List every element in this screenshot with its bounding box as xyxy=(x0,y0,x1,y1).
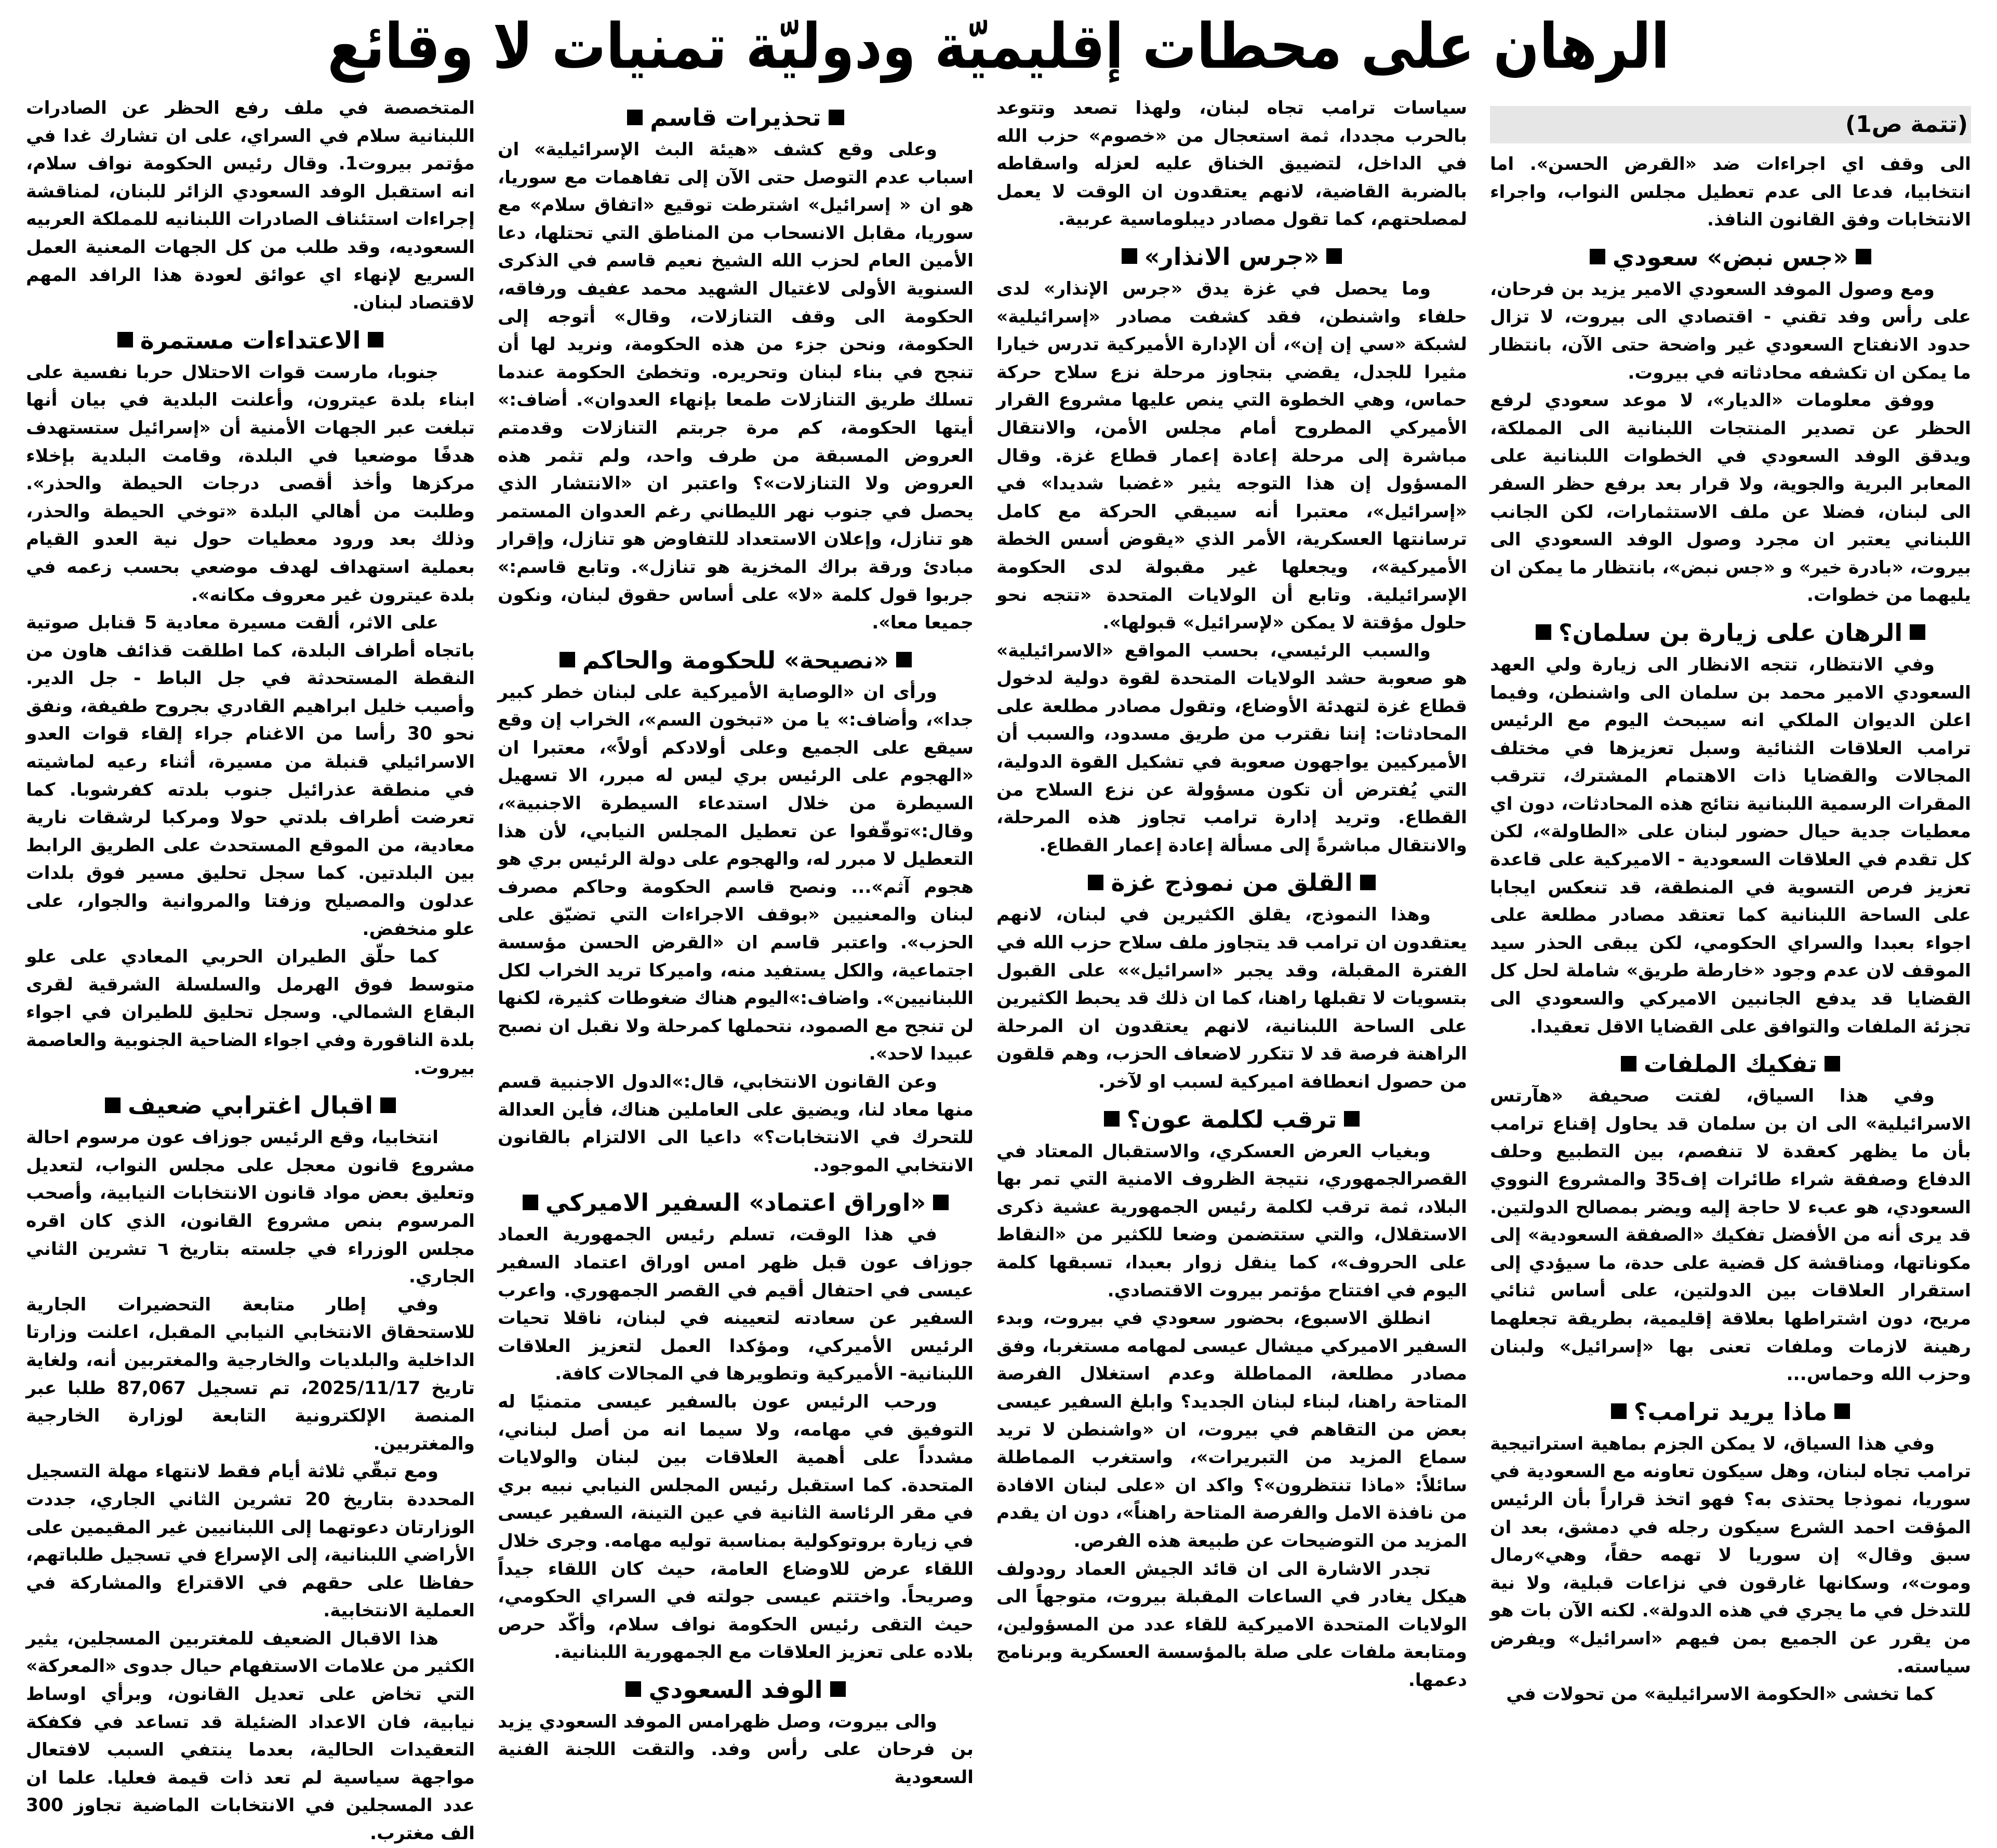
article-paragraph: وفي الانتظار، تتجه الانظار الى زيارة ولي العهد السعودي الامير محمد بن سلمان الى واشنطن، وفيما اعلن الديوان الملكي انه سيبحث اليوم مع الرئيس ترامب العلاقات الثنائية وسبل تعزيزها في مختلف المجالات والقضايا ذات الاهتمام المشترك، تترقب المقرات الرسمية اللبنانية نتائج هذه المحادثات، دون اي معطيات جدية حيال حضور لبنان على «الطاولة»، لكن كل تقدم في العلاقات السعودية - الاميركية على قاعدة تعزيز فرص التسوية في المنطقة، قد تنعكس ايجابا على الساحة اللبنانية كما تعتقد مصادر مطلعة على اجواء بعبدا والسراي الحكومي، لكن يبقى الحذر سيد الموقف لان عدم وجود «خارطة طريق» شاملة لحل كل القضايا قد يدفع الجانبين الاميركي والسعودي الى تجزئة الملفات والتوافق على القضايا الاقل تعقيدا. xyxy=(1490,654,1971,1037)
black-square-bullet-icon xyxy=(1326,248,1342,264)
section-subheading xyxy=(498,1674,974,1705)
article-headline xyxy=(0,0,1997,92)
subheading-text: تحذيرات قاسم xyxy=(650,103,821,131)
subheading-text: «اوراق اعتماد» السفير الاميركي xyxy=(545,1188,926,1217)
article-paragraph: وما يحصل في غزة يدق «جرس الإنذار» لدى حلفاء واشنطن، فقد كشفت مصادر «إسرائيلية» لشبكة «سي إن إن»، أن الإدارة الأميركية تدرس خيارا مثيرا للجدل، يقضي بتجاوز مرحلة نزع سلاح حركة حماس، وهي الخطوة التي ينص عليها مشروع القرار الأميركي المطروح أمام مجلس الأمن، والانتقال مباشرة إلى مرحلة إعادة إعمار قطاع غزة. وقال المسؤول إن هذا التوجه يثير «غضبا شديدا» في «إسرائيل»، معتبرا أنه سيبقي الحركة مع كامل ترسانتها العسكرية، الأمر الذي «يقوض أسس الخطة الأميركية»، ويجعلها غير مقبولة لدى الحكومة الإسرائيلية. وتابع أن الولايات المتحدة «تتجه نحو حلول مؤقتة لا يمكن «لإسرائيل» قبولها». xyxy=(996,278,1467,634)
black-square-bullet-icon xyxy=(1910,624,1925,640)
black-square-bullet-icon xyxy=(933,1195,949,1210)
article-paragraph: وفي هذا السياق، لا يمكن الجزم بماهية استراتيجية ترامب تجاه لبنان، وهل سيكون تعاونه مع السعودية في سوريا، نموذجا يحتذى به؟ فهو اتخذ قراراً بأن الرئيس المؤقت احمد الشرع سيكون رجله في دمشق، بعد ان سبق وقال» إن سوريا لا تهمه حقاً، وهي»رمال وموت»، وسكانها غارقون في نزاعات قبلية، ولا نية للتدخل في ما يجري في هذه الدولة». لكنه الآن بات هو من يقرر عن الجميع بمن فيهم «اسرائيل» ويفرض سياسته. xyxy=(1490,1433,1971,1677)
section-subheading xyxy=(996,867,1467,898)
subheading-text: الاعتداءات مستمرة xyxy=(140,326,361,354)
article-paragraph: وهذا النموذج، يقلق الكثيرين في لبنان، لانهم يعتقدون ان ترامب قد يتجاوز ملف سلاح حزب الله في الفترة المقبلة، وقد يجبر «اسرائيل»» على القبول بتسويات لا تقبلها راهنا، كما ان ذلك قد يحبط الكثيرين على الساحة اللبنانية، لانهم يعتقدون ان المرحلة الراهنة فرصة قد لا تتكرر لاضعاف الحزب، وهم قلقون من حصول انعطافة اميركية لسبب او لآخر. xyxy=(996,904,1467,1092)
article-paragraph: الى وقف اي اجراءات ضد «القرض الحسن». اما انتخابيا، فدعا الى عدم تعطيل مجلس النواب، واجراء الانتخابات وفق القانون النافذ. xyxy=(1490,154,1971,231)
article-paragraph: تجدر الاشارة الى ان قائد الجيش العماد رودولف هيكل يغادر في الساعات المقبلة بيروت، متوجهاً الى الولايات المتحدة الاميركية للقاء عدد من المسؤولين، ومتابعة ملفات على صلة بالمؤسسة العسكرية وبرنامج دعمها. xyxy=(996,1558,1467,1691)
black-square-bullet-icon xyxy=(1590,249,1605,264)
article-paragraph: ومع وصول الموفد السعودي الامير يزيد بن فرحان، على رأس وفد تقني - اقتصادي الى بيروت، لا تزال حدود الانفتاح السعودي غير واضحة حتى الآن، بانتظار ما يمكن ان تكشفه محادثاته في بيروت. xyxy=(1490,278,1971,383)
black-square-bullet-icon xyxy=(1611,1403,1627,1419)
black-square-bullet-icon xyxy=(1122,248,1137,264)
section-subheading xyxy=(1490,1396,1971,1427)
subheading-text: ماذا يريد ترامب؟ xyxy=(1633,1397,1828,1426)
subheading-text: تفكيك الملفات xyxy=(1643,1050,1818,1078)
subheading-text: اقبال اغترابي ضعيف xyxy=(127,1091,374,1120)
article-columns xyxy=(15,95,1982,1844)
subheading-text: «نصيحة» للحكومة والحاكم xyxy=(582,646,889,674)
black-square-bullet-icon xyxy=(1834,1403,1850,1419)
article-paragraph: كما حلّق الطيران الحربي المعادي على علو متوسط فوق الهرمل والسلسلة الشرقية لقرى البقاع الشمالي. وسجل تحليق للطيران في اجواء بلدة الناقورة وفي اجواء الضاحية الجنوبية والعاصمة بيروت. xyxy=(26,946,475,1079)
column-4 xyxy=(15,95,486,1844)
black-square-bullet-icon xyxy=(1536,624,1551,640)
black-square-bullet-icon xyxy=(1856,249,1871,264)
section-subheading xyxy=(498,1187,974,1218)
article-paragraph: جنوبا، مارست قوات الاحتلال حربا نفسية على ابناء بلدة عيترون، وأعلنت البلدية في بيان أنها تبلغت عبر الجهات الأمنية أن «إسرائيل ستستهدف هدفًا موضعيا في البلدة، وقامت البلدية بإخلاء مركزها وأخذ أقصى درجات الحيطة والحذر». وطلبت من أهالي البلدة «توخي الحيطة والحذر، وذلك بعد ورود معطيات حول نية العدو القيام بعملية استهداف لهدف موضعي بحسب زعمه في بلدة عيترون غير معروف مكانه». xyxy=(26,361,475,606)
black-square-bullet-icon xyxy=(1621,1056,1636,1072)
section-subheading xyxy=(996,241,1467,272)
column-3 xyxy=(486,95,985,1788)
black-square-bullet-icon xyxy=(627,110,643,125)
section-subheading xyxy=(26,325,475,356)
article-paragraph: سياسات ترامب تجاه لبنان، ولهذا تصعد وتتوعد بالحرب مجددا، ثمة استعجال من «خصوم» حزب الله في الداخل، لتضييق الخناق عليه لعزله واسقاطه بالضربة القاضية، لانهم يعتقدون ان الوقت لا يعمل لمصلحتهم، كما تقول مصادر ديبلوماسية عربية. xyxy=(996,98,1467,230)
article-paragraph: ومع تبقّي ثلاثة أيام فقط لانتهاء مهلة التسجيل المحددة بتاريخ 20 تشرين الثاني الجاري، جددت الوزارتان دعوتهما إلى اللبنانيين غير المقيمين على الأراضي اللبنانية، إلى الإسراع في تسجيل طلباتهم، حفاظا على حقهم في الاقتراع والمشاركة في العملية الانتخابية. xyxy=(26,1461,475,1622)
black-square-bullet-icon xyxy=(105,1097,121,1113)
black-square-bullet-icon xyxy=(117,332,133,347)
article-paragraph: كما تخشى «الحكومة الاسرائيلية» من تحولات في xyxy=(1506,1684,1935,1705)
article-paragraph: وعلى وقع كشف «هيئة البث الإسرائيلية» ان اسباب عدم التوصل حتى الآن إلى تفاهمات مع سوريا، هو ان « إسرائيل» اشترطت توقيع «اتفاق سلام» مع سوريا، مقابل الانسحاب من المناطق التي تحتلها، دعا الأمين العام لحزب الله الشيخ نعيم قاسم في الذكرى السنوية الأولى لاغتيال الشهيد محمد عفيف ورفاقه، الحكومة الى وقف التنازلات، وقال» أتوجه إلى الحكومة، ونحن جزء من هذه الحكومة، ونريد لها أن تنجح في بناء لبنان وتحريره. وتخطئ الحكومة عندما تسلك طريق التنازلات طمعا بإنهاء العدوان». أضاف:» أيتها الحكومة، كم مرة جربتم التنازلات وقدمتم العروض المسبقة من طرف واحد، ولم تثمر هذه العروض ولا التنازلات»؟ واعتبر ان «الانتشار الذي يحصل في جنوب نهر الليطاني رغم العدوان المستمر هو تنازل، وإعلان الاستعداد للتفاوض هو تنازل، وإقرار مبادئ ورقة براك المخزية هو تنازل». وتابع قاسم:» جربوا قول كلمة «لا» على أساس حقوق لبنان، ونكون جميعا معا». xyxy=(498,139,974,634)
section-subheading xyxy=(498,102,974,133)
section-subheading xyxy=(498,645,974,676)
continued-from-label: (تتمة ص1) xyxy=(1490,106,1971,143)
article-paragraph: ورحب الرئيس عون بالسفير عيسى متمنيًا له التوفيق في مهامه، ولا سيما انه من أصل لبناني، مشدداً على أهمية العلاقات بين لبنان والولايات المتحدة. كما استقبل رئيس المجلس النيابي نبيه بري في مقر الرئاسة الثانية في عين التينة، السفير عيسى في زيارة بروتوكولية بمناسبة توليه مهامه. وجرى خلال اللقاء عرض للاوضاع العامة، حيث كان اللقاء جيداً وصريحاً. واختتم عيسى جولته في السراي الحكومي، حيث التقى رئيس الحكومة نواف سلام، وأكّد حرص بلاده على تعزيز العلاقات مع الجمهورية اللبنانية. xyxy=(498,1391,974,1663)
article-paragraph: في هذا الوقت، تسلم رئيس الجمهورية العماد جوزاف عون قبل ظهر امس اوراق اعتماد السفير عيسى في احتفال أقيم في القصر الجمهوري. واعرب السفير عن سعادته لتعيينه في لبنان، ناقلا تحيات الرئيس الأميركي، ومؤكدا العمل لتعزيز العلاقات اللبنانية- الأميركية وتطويرها في المجالات كافة. xyxy=(498,1224,974,1385)
black-square-bullet-icon xyxy=(1344,1111,1360,1127)
article-paragraph: والى بيروت، وصل ظهرامس الموفد السعودي يزيد بن فرحان على رأس وفد. والتقت اللجنة الفنية السعودية xyxy=(498,1711,974,1788)
article-paragraph: انتخابيا، وقع الرئيس جوزاف عون مرسوم احالة مشروع قانون معجل على مجلس النواب، لتعديل وتعليق بعض مواد قانون الانتخابات النيابية، وأصحب المرسوم بنص مشروع القانون، الذي كان اقره مجلس الوزراء في جلسته بتاريخ ٦ تشرين الثاني الجاري. xyxy=(26,1127,475,1288)
black-square-bullet-icon xyxy=(625,1681,641,1697)
section-subheading xyxy=(996,1104,1467,1135)
column-1 xyxy=(1479,95,1982,1705)
black-square-bullet-icon xyxy=(1104,1111,1120,1127)
black-square-bullet-icon xyxy=(368,332,383,347)
black-square-bullet-icon xyxy=(1825,1056,1840,1072)
section-subheading xyxy=(26,1090,475,1121)
subheading-text: الرهان على زيارة بن سلمان؟ xyxy=(1558,618,1903,647)
article-paragraph: وفي هذا السياق، لفتت صحيفة «هآرتس الاسرائيلية» الى ان بن سلمان قد يحاول إقناع ترامب بأن ما يظهر كعقدة لا تنفصم، بين التطبيع وحلف الدفاع وصفقة شراء طائرات إف35 والمشروع النووي السعودي، هو عبء لا حاجة إليه ويضر بمصالح الدولتين. قد يرى أنه من الأفضل تفكيك «الصفقة السعودية» إلى مكوناتها، ومناقشة كل قضية على حدة، ما سيؤدي إلى استقرار العلاقات بين الدولتين، على أساس ثنائي مريح، دون اشتراطها بعلاقة إقليمية، بطريقة تجعلهما رهينة لازمات وملفات تعنى بها «إسرائيل» ولبنان وحزب الله وحماس... xyxy=(1490,1086,1972,1385)
section-subheading xyxy=(1490,1048,1971,1079)
subheading-text: ترقب لكلمة عون؟ xyxy=(1126,1105,1337,1133)
article-paragraph: انطلق الاسبوع، بحضور سعودي في بيروت، وبدء السفير الاميركي ميشال عيسى لمهامه مستغربا، وفق مصادر مطلعة، المماطلة وعدم استغلال الفرصة المتاحة راهنا، لبناء لبنان الجديد؟ وابلغ السفير عيسى بعض من التقاهم في بيروت، ان «واشنطن لا تريد سماع المزيد من التبريرات»، واستغرب المماطلة سائلاً: «ماذا تنتظرون»؟ واكد ان «على لبنان الافادة من نافذة الامل والفرصة المتاحة راهناً»، دون ان يقدم المزيد من التوضيحات عن طبيعة هذه الفرص. xyxy=(996,1308,1467,1551)
article-paragraph: وفي إطار متابعة التحضيرات الجارية للاستحقاق الانتخابي النيابي المقبل، اعلنت وزارتا الداخلية والبلديات والخارجية والمغتربين أنه، ولغاية تاريخ 2025/11/17، تم تسجيل 87,067 طلبا عبر المنصة الإلكترونية التابعة لوزارة الخارجية والمغتربين. xyxy=(26,1294,475,1454)
subheading-text: «جس نبض» سعودي xyxy=(1612,243,1849,271)
column-2 xyxy=(985,95,1479,1691)
article-paragraph: والسبب الرئيسي، بحسب المواقع «الاسرائيلية» هو صعوبة حشد الولايات المتحدة لقوة دولية لدخول قطاع غزة لتهدئة الأوضاع، وتقول مصادر مطلعة على المحادثات: إننا نقترب من طريق مسدود، والسبب أن الأميركيين يواجهون صعوبة في تشكيل القوة الدولية، التي يُفترض أن تكون مسؤولة عن نزع السلاح من القطاع. وتريد إدارة ترامب تجاوز هذه المرحلة، والانتقال مباشرةً إلى مسألة إعادة إعمار القطاع. xyxy=(996,640,1467,856)
headline-text: الرهان على محطات إقليميّة ودوليّة تمنيات لا وقائع xyxy=(327,9,1670,83)
black-square-bullet-icon xyxy=(1360,875,1376,890)
section-subheading xyxy=(1490,617,1971,648)
article-paragraph: هذا الاقبال الضعيف للمغتربين المسجلين، يثير الكثير من علامات الاستفهام حيال جدوى «المعركة» التي تخاض على تعديل القانون، وبرأي اوساط نيابية، فان الاعداد الضئيلة قد تساعد في فكفكة التعقيدات الحالية، بعدما ينتفي السبب لافتعال مواجهة سياسية لم تعد ذات قيمة فعليا. علما ان عدد المسجلين في الانتخابات الماضية تجاوز 300 الف مغترب. xyxy=(26,1628,475,1844)
article-paragraph: وبغياب العرض العسكري، والاستقبال المعتاد في القصرالجمهوري، نتيجة الظروف الامنية التي تمر بها البلاد، ثمة ترقب لكلمة رئيس الجمهورية عشية ذكرى الاستقلال، والتي ستتضمن وضعا للكثير من «النقاط على الحروف»، كما ينقل زوار بعبدا، تسبقها كلمة اليوم في افتتاح مؤتمر بيروت الاقتصادي. xyxy=(996,1141,1467,1301)
subheading-text: القلق من نموذج غزة xyxy=(1111,868,1353,897)
black-square-bullet-icon xyxy=(560,652,575,667)
black-square-bullet-icon xyxy=(829,110,844,125)
black-square-bullet-icon xyxy=(896,652,912,667)
article-paragraph: وعن القانون الانتخابي، قال:»الدول الاجنبية قسم منها معاد لنا، ويضيق على العاملين هناك، فأين العدالة للتحرك في الانتخابات؟» داعيا الى الالتزام بالقانون الانتخابي الموجود. xyxy=(498,1072,974,1176)
black-square-bullet-icon xyxy=(380,1097,396,1113)
article-paragraph: ووفق معلومات «الديار»، لا موعد سعودي لرفع الحظر عن تصدير المنتجات اللبنانية الى المملكة، ويدقق الوفد السعودي في الخطوات اللبنانية على المعابر البرية والجوية، ولا قرار بعد برفع حظر السفر الى لبنان، فضلا عن ملف الاستثمارات، لكن الجانب اللبناني يعتبر ان مجرد وصول الوفد السعودي الى بيروت، «بادرة خير» و «جس نبض»، بانتظار ما يمكن ان يليهما من خطوات. xyxy=(1490,390,1971,606)
section-subheading xyxy=(1490,242,1971,273)
black-square-bullet-icon xyxy=(1088,875,1103,890)
subheading-text: «جرس الانذار» xyxy=(1144,242,1320,271)
article-paragraph: على الاثر، ألقت مسيرة معادية 5 قنابل صوتية باتجاه أطراف البلدة، كما اطلقت قذائف هاون من النقطة المستحدثة في جل الباط - جل الدير. وأصيب خليل ابراهيم القادري بجروح طفيفة، ونفق نحو 30 رأسا من الاغنام جراء إلقاء قوات العدو الاسرائيلي قنبلة من مسيرة، أثناء رعيه لماشيته في منطقة عذرائيل جنوب بلدته كفرشوبا. كما تعرضت أطراف بلدتي حولا ومركبا لرشقات نارية معادية، من الموقع المستحدث على الطريق الرابط بين البلدتين. كما سجل تحليق مسير فوق بلدات عدلون والمصيلح وزفتا والمروانية والجوار، على علو منخفض. xyxy=(26,612,475,940)
article-paragraph: ورأى ان «الوصاية الأميركية على لبنان خطر كبير جدا»، وأضاف:» يا من «تبخون السم»، الخراب إن وقع سيقع على الجميع وعلى أولادكم أولاً»، معتبرا ان «الهجوم على الرئيس بري ليس له مبرر، الا تسهيل السيطرة من خلال استدعاء السيطرة الاجنبية»، وقال:»توقّفوا عن تعطيل المجلس النيابي، لأن هذا التعطيل لا مبرر له، والهجوم على دولة الرئيس بري هو هجوم آثم»... ونصح قاسم الحكومة وحاكم مصرف لبنان والمعنيين «بوقف الاجراءات التي تضيّق على الحزب». واعتبر قاسم ان «القرض الحسن مؤسسة اجتماعية، والكل يستفيد منه، واميركا تريد الخراب لكل اللبنانيين». واضاف:»اليوم هناك ضغوطات كثيرة، لكنها لن تنجح مع الصمود، نتحملها كمرحلة ولا نقبل ان نصبح عبيدا لاحد». xyxy=(498,681,974,1065)
black-square-bullet-icon xyxy=(830,1681,846,1697)
subheading-text: الوفد السعودي xyxy=(648,1675,823,1704)
black-square-bullet-icon xyxy=(523,1195,538,1210)
article-paragraph: المتخصصة في ملف رفع الحظر عن الصادرات اللبنانية سلام في السراي، على ان تشارك غدا في مؤتمر بيروت1. وقال رئيس الحكومة نواف سلام، انه استقبل الوفد السعودي الزائر للبنان، لمناقشة إجراءات استئناف الصادرات اللبنانيه للمملكة العربيه السعوديه، وقد طلب من كل الجهات المعنية العمل السريع لإنهاء اي عوائق لعودة هذا الرافد المهم لاقتصاد لبنان. xyxy=(26,98,475,314)
